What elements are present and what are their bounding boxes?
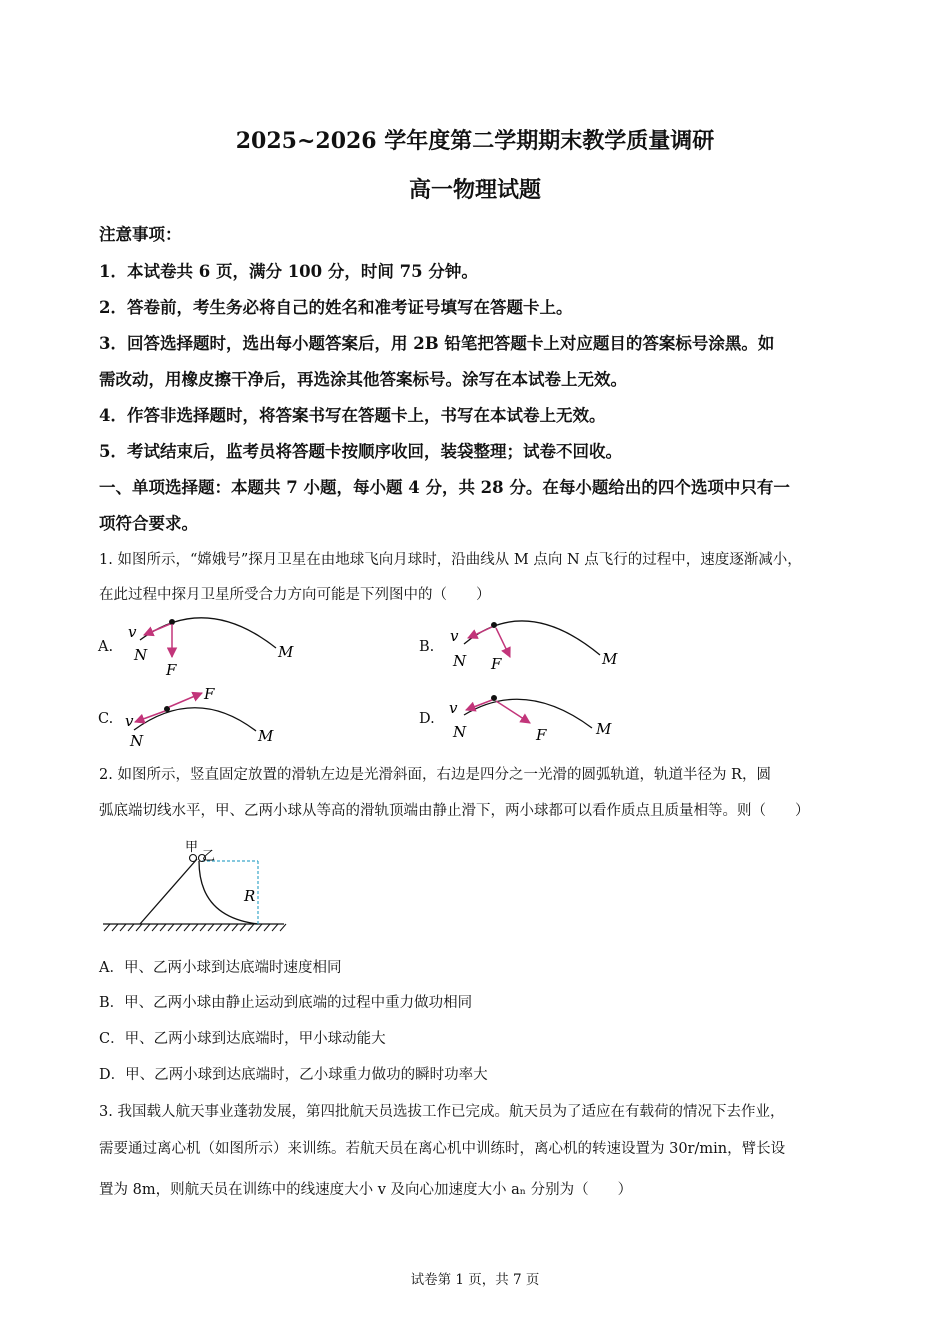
point-n-label: N: [130, 732, 144, 750]
point-m-label: M: [596, 720, 612, 738]
question-1-text: 在此过程中探月卫星所受合力方向可能是下列图中的（ ）: [99, 587, 491, 603]
question-2-text: 弧底端切线水平，甲、乙两小球从等高的滑轨顶端由静止滑下，两小球都可以看作质点且质量相等。则（ ）: [99, 803, 810, 819]
question-2-text: 2. 如图所示，竖直固定放置的滑轨左边是光滑斜面，右边是四分之一光滑的圆弧轨道，轨道半径为 R，圆: [99, 767, 771, 783]
notice-item: 3．回答选择题时，选出每小题答案后，用 2B 铅笔把答题卡上对应题目的答案标号涂黑。如: [99, 334, 775, 353]
notice-item: 1．本试卷共 6 页，满分 100 分，时间 75 分钟。: [99, 262, 478, 281]
section-heading: 一、单项选择题：本题共 7 小题，每小题 4 分，共 28 分。在每小题给出的四个选项中只有一: [99, 478, 790, 497]
ball-jia-label: 甲: [185, 840, 199, 855]
force-label: F: [204, 685, 215, 703]
question-3-text: 置为 8m，则航天员在训练中的线速度大小 v 及向心加速度大小 aₙ 分别为（ ）: [99, 1182, 633, 1198]
q2-option-d: D．甲、乙两小球到达底端时，乙小球重力做功的瞬时功率大: [99, 1067, 488, 1083]
velocity-label: v: [449, 699, 458, 717]
notice-item: 4．作答非选择题时，将答案书写在答题卡上，书写在本试卷上无效。: [99, 406, 606, 425]
q1-option-c-figure: [125, 685, 274, 750]
point-n-label: N: [134, 646, 148, 664]
q2-option-a: A．甲、乙两小球到达底端时速度相同: [99, 960, 342, 976]
point-m-label: M: [258, 727, 274, 745]
point-n-label: N: [453, 723, 467, 741]
velocity-label: v: [128, 623, 137, 641]
exam-subtitle: 高一物理试题: [408, 177, 541, 203]
q1-option-c-label: C.: [98, 711, 114, 727]
force-label: F: [536, 726, 547, 744]
notice-heading: 注意事项：: [99, 225, 182, 244]
exam-title: 2025~2026 学年度第二学期期末教学质量调研: [235, 128, 715, 154]
q2-option-b: B．甲、乙两小球由静止运动到底端的过程中重力做功相同: [99, 995, 473, 1011]
question-3-text: 3. 我国载人航天事业蓬勃发展，第四批航天员选拔工作已完成。航天员为了适应在有载荷的情况下去作业，: [99, 1104, 785, 1120]
q2-figure: [103, 840, 286, 931]
q1-option-a-label: A.: [98, 639, 114, 655]
section-heading-cont: 项符合要求。: [99, 514, 198, 533]
velocity-label: v: [125, 712, 134, 730]
force-label: F: [491, 655, 502, 673]
q1-option-d-figure: [449, 695, 612, 744]
ball-yi-label: 乙: [202, 849, 216, 864]
point-n-label: N: [453, 652, 467, 670]
q1-option-b-label: B.: [419, 639, 435, 655]
question-1-text: 1. 如图所示，“嫦娥号”探月卫星在由地球飞向月球时，沿曲线从 M 点向 N 点飞行的过程中，速度逐渐减小，: [99, 552, 802, 568]
q1-option-b-figure: [450, 621, 618, 673]
q1-option-a-figure: [128, 618, 294, 679]
notice-item: 5．考试结束后，监考员将答题卡按顺序收回，装袋整理；试卷不回收。: [99, 442, 622, 461]
radius-label: R: [244, 887, 256, 905]
velocity-label: v: [450, 627, 459, 645]
q2-option-c: C．甲、乙两小球到达底端时，甲小球动能大: [99, 1031, 386, 1047]
point-m-label: M: [278, 643, 294, 661]
notice-item: 需改动，用橡皮擦干净后，再选涂其他答案标号。涂写在本试卷上无效。: [99, 370, 627, 389]
question-3-text: 需要通过离心机（如图所示）来训练。若航天员在离心机中训练时，离心机的转速设置为 30r/min，臂长设: [99, 1141, 786, 1157]
page-footer: 试卷第 1 页，共 7 页: [410, 1272, 540, 1288]
q1-option-d-label: D.: [419, 711, 435, 727]
notice-item: 2．答卷前，考生务必将自己的姓名和准考证号填写在答题卡上。: [99, 298, 573, 317]
force-label: F: [166, 661, 177, 679]
point-m-label: M: [602, 650, 618, 668]
